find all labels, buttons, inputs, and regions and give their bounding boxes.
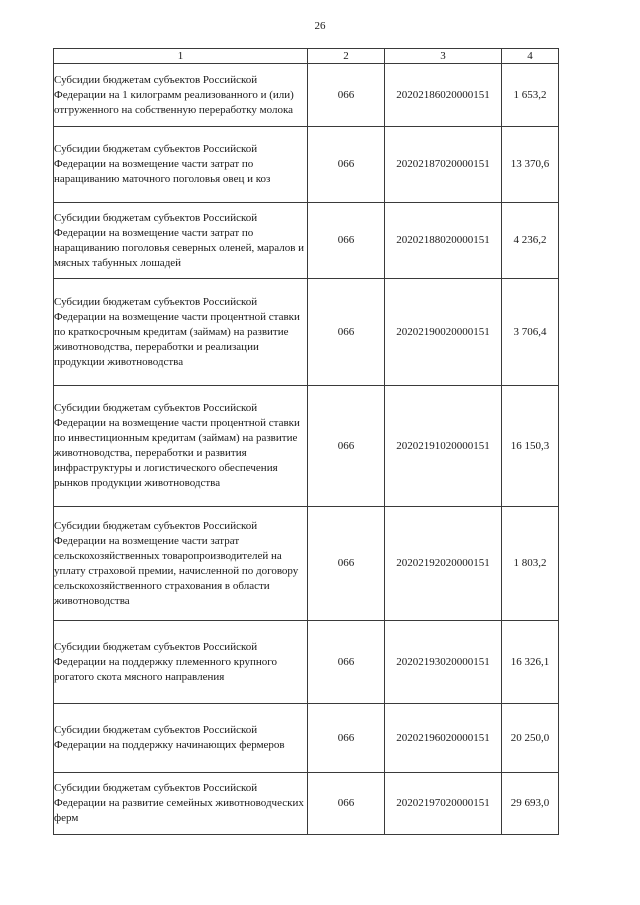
table-row [54,64,559,127]
budget-classification-code: 20202187020000151 [385,127,502,203]
amount: 20 250,0 [502,704,559,773]
amount: 29 693,0 [502,773,559,835]
subsidy-description: Субсидии бюджетам субъектов Российской Федерации на поддержку племенного крупного рогатого скота мясного направления [54,621,308,704]
amount: 1 653,2 [502,64,559,127]
budget-classification-code: 20202193020000151 [385,621,502,704]
budget-classification-code: 20202188020000151 [385,203,502,279]
admin-code: 066 [308,279,385,386]
subsidy-description: Субсидии бюджетам субъектов Российской Федерации на развитие семейных животноводческих ферм [54,773,308,835]
budget-classification-code: 20202191020000151 [385,386,502,507]
budget-classification-code: 20202186020000151 [385,64,502,127]
admin-code: 066 [308,621,385,704]
page-number: 26 [314,20,326,32]
table-row [54,127,559,203]
subsidy-description: Субсидии бюджетам субъектов Российской Федерации на возмещение части затрат по наращиванию поголовья северных оленей, маралов и мясных табунных лошадей [54,203,308,279]
subsidy-description: Субсидии бюджетам субъектов Российской Федерации на поддержку начинающих фермеров [54,704,308,773]
column-header: 3 [385,49,502,64]
subsidy-description: Субсидии бюджетам субъектов Российской Федерации на возмещение части затрат по наращиванию маточного поголовья овец и коз [54,127,308,203]
budget-classification-code: 20202192020000151 [385,507,502,621]
amount: 16 150,3 [502,386,559,507]
subsidy-description: Субсидии бюджетам субъектов Российской Федерации на возмещение части процентной ставки по инвестиционным кредитам (займам) на развитие животноводства, переработки и развития инфраструктуры и логистического обеспечения рынков продукции животноводства [54,386,308,507]
amount: 13 370,6 [502,127,559,203]
budget-classification-code: 20202196020000151 [385,704,502,773]
column-header: 4 [502,49,559,64]
table-row [54,773,559,835]
admin-code: 066 [308,704,385,773]
subsidy-description: Субсидии бюджетам субъектов Российской Федерации на возмещение части затрат сельскохозяйственных товаропроизводителей на уплату страховой премии, начисленной по договору сельскохозяйственного страхования в области животноводства [54,507,308,621]
amount: 4 236,2 [502,203,559,279]
table-header-row [54,49,559,64]
subsidy-description: Субсидии бюджетам субъектов Российской Федерации на возмещение части процентной ставки по краткосрочным кредитам (займам) на развитие животноводства, переработки и реализации продукции животноводства [54,279,308,386]
amount: 3 706,4 [502,279,559,386]
subsidy-description: Субсидии бюджетам субъектов Российской Федерации на 1 килограмм реализованного и (или) отгруженного на собственную переработку молока [54,64,308,127]
table-row [54,386,559,507]
admin-code: 066 [308,64,385,127]
admin-code: 066 [308,127,385,203]
table-row [54,704,559,773]
budget-classification-code: 20202197020000151 [385,773,502,835]
amount: 16 326,1 [502,621,559,704]
table-row [54,507,559,621]
table-row [54,203,559,279]
column-header: 1 [54,49,308,64]
budget-table [53,48,559,835]
table-row [54,621,559,704]
amount: 1 803,2 [502,507,559,621]
admin-code: 066 [308,773,385,835]
admin-code: 066 [308,507,385,621]
column-header: 2 [308,49,385,64]
admin-code: 066 [308,386,385,507]
budget-classification-code: 20202190020000151 [385,279,502,386]
table-row [54,279,559,386]
admin-code: 066 [308,203,385,279]
